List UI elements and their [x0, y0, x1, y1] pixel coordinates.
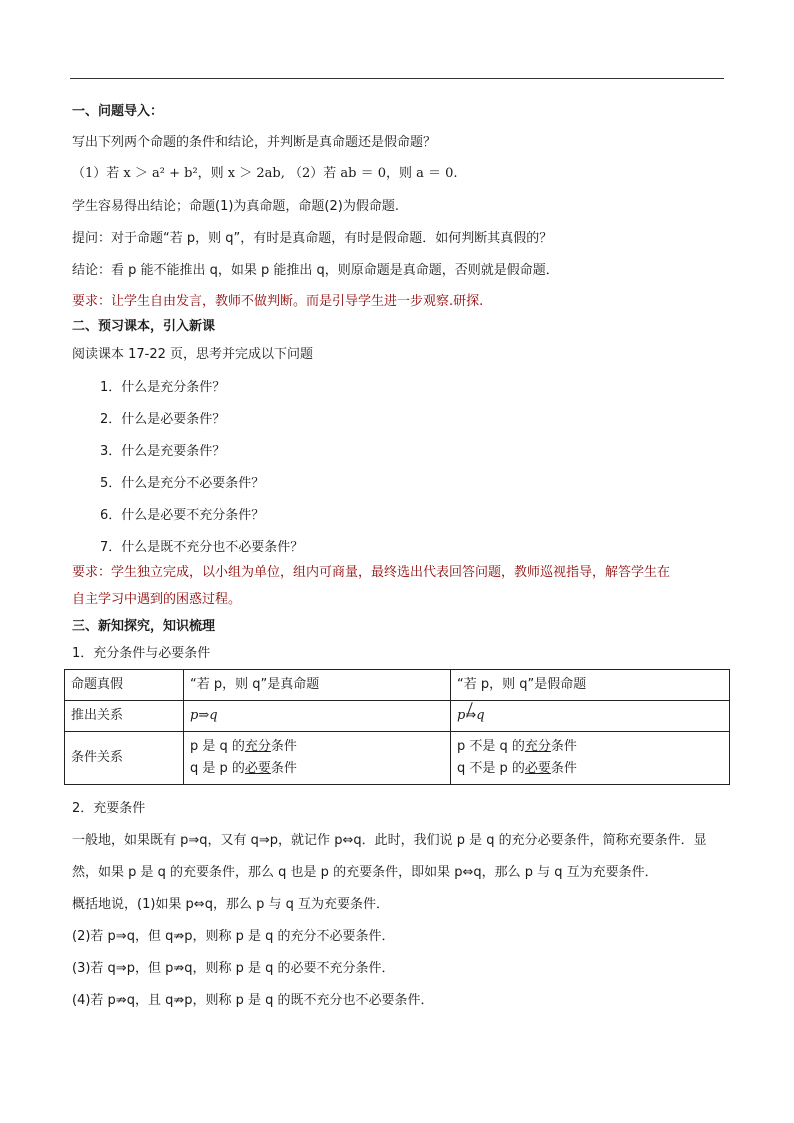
- section-3-heading: 三、新知探究，知识梳理: [72, 619, 216, 634]
- table-cell: [451, 701, 730, 732]
- condition-keyword: 充分: [244, 739, 271, 754]
- condition-line: [190, 736, 444, 758]
- condition-text: p 不是 q 的: [457, 739, 525, 754]
- table-header-cell: “若 p，则 q”是假命题: [451, 670, 730, 701]
- condition-line: [190, 758, 444, 780]
- student-result: 学生容易得出结论；命题(1)为真命题，命题(2)为假命题.: [72, 199, 399, 214]
- question-item: 7．什么是既不充分也不必要条件？: [100, 540, 304, 555]
- symbol-q: q: [476, 708, 485, 723]
- table-row: [65, 670, 730, 701]
- subheading-necessary-sufficient: 2．充要条件: [72, 801, 146, 816]
- condition-text: q 不是 p 的: [457, 761, 525, 776]
- condition-keyword: 充分: [524, 739, 551, 754]
- conclusion-line: 结论：看 p 能不能推出 q，如果 p 能推出 q，则原命题是真命题，否则就是假命题．: [72, 263, 559, 278]
- section-1-requirement: 要求：让学生自由发言，教师不做判断。而是引导学生进一步观察.研探.: [72, 294, 484, 309]
- implication-text: p⇒q: [190, 708, 218, 723]
- section-2-requirement-line-1: 要求：学生独立完成，以小组为单位，组内可商量，最终选出代表回答问题，教师巡视指导，解答学生在: [72, 565, 671, 580]
- condition-keyword: 必要: [524, 761, 551, 776]
- condition-text: 条件: [270, 761, 297, 776]
- conditions-table: [64, 669, 730, 785]
- question-item: 2．什么是必要条件？: [100, 412, 226, 427]
- condition-text: 条件: [550, 761, 577, 776]
- examples-line: （1）若 x ＞ a² + b²，则 x ＞ 2ab, （2）若 ab ＝ 0，则 a ＝ 0.: [72, 166, 458, 181]
- table-cell: [184, 732, 451, 785]
- condition-text: q 是 p 的: [190, 761, 245, 776]
- header-rule: [70, 78, 724, 79]
- section-1-heading: 一、问题导入：: [72, 104, 164, 119]
- question-item: 3．什么是充要条件？: [100, 444, 226, 459]
- question-line: 提问：对于命题“若 p，则 q”，有时是真命题，有时是假命题．如何判断其真假的？: [72, 231, 553, 246]
- table-cell: 条件关系: [65, 732, 184, 785]
- subheading-sufficient-necessary: 1．充分条件与必要条件: [72, 646, 211, 661]
- table-row: [65, 701, 730, 732]
- section-2-requirement-line-2: 自主学习中遇到的困惑过程。: [72, 592, 242, 607]
- not-implies-arrow: ⇒: [465, 705, 476, 727]
- table-cell: 推出关系: [65, 701, 184, 732]
- definition-paragraph-line-2: 然，如果 p 是 q 的充要条件，那么 q 也是 p 的充要条件，即如果 p⇔q，那么 p 与 q 互为充要条件．: [72, 865, 658, 880]
- table-row: [65, 732, 730, 785]
- summary-line-4: (4)若 p⇏q，且 q⇏p，则称 p 是 q 的既不充分也不必要条件．: [72, 993, 434, 1008]
- condition-keyword: 必要: [244, 761, 271, 776]
- condition-text: 条件: [270, 739, 297, 754]
- section-2-heading: 二、预习课本，引入新课: [72, 319, 216, 334]
- summary-line-3: (3)若 q⇒p，但 p⇏q，则称 p 是 q 的必要不充分条件．: [72, 961, 395, 976]
- table-header-cell: 命题真假: [65, 670, 184, 701]
- summary-line-1: 概括地说，(1)如果 p⇔q，那么 p 与 q 互为充要条件．: [72, 897, 389, 912]
- question-item: 6．什么是必要不充分条件？: [100, 508, 265, 523]
- table-cell: [184, 701, 451, 732]
- condition-line: [457, 758, 723, 780]
- definition-paragraph-line-1: 一般地，如果既有 p⇒q，又有 q⇒p，就记作 p⇔q．此时，我们说 p 是 q 的充分必要条件，简称充要条件．显: [72, 833, 707, 848]
- question-item: 5．什么是充分不必要条件？: [100, 476, 265, 491]
- section-1-intro: 写出下列两个命题的条件和结论，并判断是真命题还是假命题？: [72, 135, 437, 150]
- summary-line-2: (2)若 p⇒q，但 q⇏p，则称 p 是 q 的充分不必要条件．: [72, 929, 395, 944]
- table-cell: [451, 732, 730, 785]
- condition-text: 条件: [550, 739, 577, 754]
- condition-line: [457, 736, 723, 758]
- table-header-cell: “若 p，则 q”是真命题: [184, 670, 451, 701]
- condition-text: p 是 q 的: [190, 739, 245, 754]
- symbol-p: p: [457, 708, 466, 723]
- question-item: 1．什么是充分条件？: [100, 380, 226, 395]
- section-2-intro: 阅读课本 17-22 页，思考并完成以下问题: [72, 347, 314, 362]
